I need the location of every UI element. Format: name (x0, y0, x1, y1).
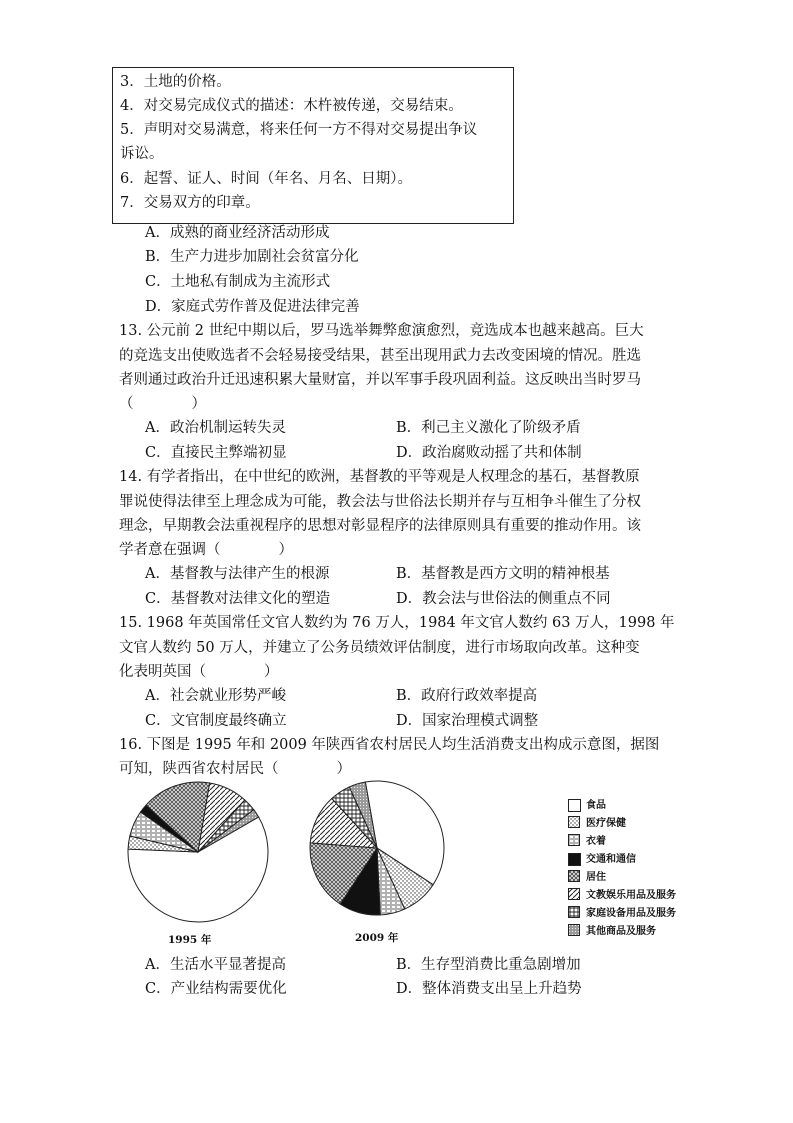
box-line: 诉讼。 (120, 146, 164, 162)
q14-stem-line: 14. 有学者指出，在中世纪的欧洲，基督教的平等观是人权理念的基石，基督教原 (119, 469, 640, 485)
legend-swatch (568, 834, 581, 847)
q14-option-d: D．教会法与世俗法的侧重点不同 (396, 591, 611, 607)
q13-stem-line: 的竞选支出使败选者不会轻易接受结果，甚至出现用武力去改变困境的情况。胜选 (119, 348, 641, 364)
q12-option-c: C．土地私有制成为主流形式 (145, 274, 331, 290)
q13-stem-line: 13. 公元前 2 世纪中期以后，罗马选举舞弊愈演愈烈，竞选成本也越来越高。巨大 (119, 323, 644, 339)
pie-charts-svg (110, 780, 450, 950)
legend-label: 医疗保健 (586, 818, 626, 829)
q16-stem-line: 16. 下图是 1995 年和 2009 年陕西省农村居民人均生活消费支出构成示意图，据图 (119, 737, 660, 753)
box-line: 6．起誓、证人、时间（年名、月名、日期）。 (120, 171, 412, 187)
q15-stem-line: 化表明英国（ ） (119, 664, 279, 680)
pie-charts (110, 780, 676, 950)
box-line: 7．交易双方的印章。 (120, 195, 260, 211)
q14-option-b: B．基督教是西方文明的精神根基 (396, 566, 610, 582)
q13-option-c: C．直接民主弊端初显 (145, 445, 287, 461)
q15-option-b: B．政府行政效率提高 (396, 688, 538, 704)
q14-stem-line: 罪说使得法律至上理念成为可能，教会法与世俗法长期并存与互相争斗催生了分权 (119, 494, 641, 510)
q15-option-a: A．社会就业形势严峻 (145, 688, 286, 704)
contract-box (112, 67, 514, 224)
legend-label: 家庭设备用品及服务 (586, 908, 676, 919)
q16-option-a: A．生活水平显著提高 (145, 957, 286, 973)
q13-option-b: B．利己主义激化了阶级矛盾 (396, 420, 581, 436)
q12-option-a: A．成熟的商业经济活动形成 (145, 225, 330, 241)
q14-option-c: C．基督教对法律文化的塑造 (145, 591, 331, 607)
legend-swatch (568, 870, 581, 883)
caption-1995: 1995 年 (168, 934, 212, 946)
q14-stem-line: 理念，早期教会法重视程序的思想对彰显程序的法律原则具有重要的推动作用。该 (119, 518, 641, 534)
q13-stem-line: 者则通过政治升迁迅速积累大量财富，并以军事手段巩固利益。这反映出当时罗马 (119, 372, 641, 388)
caption-2009: 2009 年 (355, 932, 399, 944)
legend-label: 交通和通信 (586, 854, 636, 865)
legend-swatch (568, 816, 581, 829)
q14-option-a: A．基督教与法律产生的根源 (145, 566, 330, 582)
q15-stem-line: 文官人数约 50 万人，并建立了公务员绩效评估制度，进行市场取向改革。这种变 (119, 640, 640, 656)
q13-option-d: D．政治腐败动摇了共和体制 (396, 445, 582, 461)
q12-option-b: B．生产力进步加剧社会贫富分化 (145, 249, 359, 265)
legend-label: 文教娱乐用品及服务 (586, 890, 676, 901)
q14-stem-line: 学者意在强调（ ） (119, 542, 293, 558)
legend-swatch (568, 853, 581, 866)
q15-stem-line: 15. 1968 年英国常任文官人数约为 76 万人，1984 年文官人数约 63 万人，1998 年 (119, 615, 675, 631)
pie-1995 (128, 782, 268, 922)
q13-option-a: A．政治机制运转失灵 (145, 420, 286, 436)
legend-swatch (568, 888, 581, 901)
box-line: 5．声明对交易满意，将来任何一方不得对交易提出争议 (120, 122, 478, 138)
box-line: 4．对交易完成仪式的描述：木杵被传递，交易结束。 (120, 98, 463, 114)
q15-option-c: C．文官制度最终确立 (145, 713, 287, 729)
legend-swatch (568, 799, 581, 812)
q16-stem-line: 可知，陕西省农村居民（ ） (119, 761, 351, 777)
legend-label: 衣着 (586, 836, 606, 847)
q16-option-d: D．整体消费支出呈上升趋势 (396, 981, 582, 997)
box-line: 3．土地的价格。 (120, 74, 231, 90)
q15-option-d: D．国家治理模式调整 (396, 713, 539, 729)
legend-label: 居住 (586, 872, 606, 883)
q16-option-c: C．产业结构需要优化 (145, 981, 287, 997)
legend-label: 食品 (586, 800, 606, 811)
q12-option-d: D．家庭式劳作普及促进法律完善 (145, 299, 360, 315)
legend-label: 其他商品及服务 (586, 926, 656, 937)
q16-option-b: B．生存型消费比重急剧增加 (396, 957, 581, 973)
pie-2009 (310, 781, 444, 915)
legend-swatch (568, 906, 581, 919)
q13-stem-line: （ ） (119, 396, 206, 412)
legend-swatch (568, 924, 581, 937)
